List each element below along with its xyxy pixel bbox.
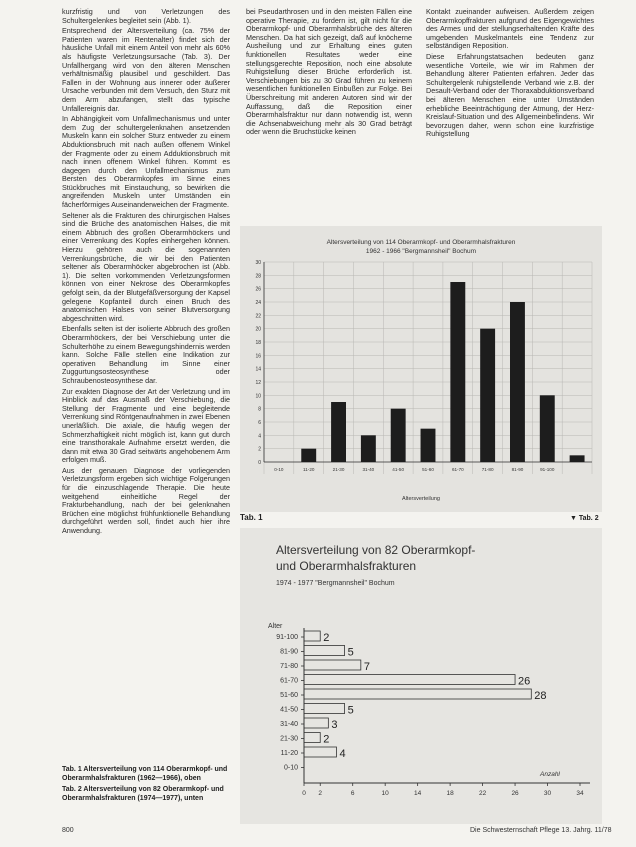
x-tick-label: 18 [446, 790, 454, 797]
paragraph: Aus der genauen Diagnose der vorliegenden Verletzungsform ergeben sich wichtige Folgerungen für die einzuschlagende Therapie. Die heute weitgehend einheitliche Regel der Frakturbehandlung, nach der bei gelenknahen Brüchen eine möglichst frühfunktionelle Behandlung durchgeführt werden soll, findet auch hier ihre Anwendung. [62, 465, 230, 536]
y-tick-label: 16 [255, 353, 261, 360]
paragraph: In Abhängigkeit vom Unfallmechanismus und unter dem Zug der schultergelenknahen ansetzenden Muskeln kann ein solcher Sturz entweder zu einem Abduktionsbruch mit nach außen offenem Winkel der Fragmente oder zu einem Adduktionsbruch mit nach innen offenem Winkel führen. Kommt es dagegen durch den Unfallmechanismus zum Bersten des Oberarmkopfes im Sinne eines Stückbruches mit Einstauchung, so bewirken die angreifenden Muskeln unter Umständen ein fächerförmiges Auseinanderweichen der Fragmente. [62, 114, 230, 210]
chart-1-xlabel: Altersverteilung [402, 496, 440, 502]
bar [421, 429, 436, 462]
y-tick-label: 30 [255, 260, 261, 266]
bar [391, 409, 406, 462]
bar-value-label: 2 [323, 632, 330, 644]
bar [304, 675, 515, 685]
y-tick-label: 41-50 [280, 706, 298, 714]
bar [304, 646, 345, 656]
paragraph: Seltener als die Frakturen des chirurgischen Halses sind die Brüche des anatomischen Halses, die mit einem Abbruch des großen Oberarmhöckers und einer Verrenkung des Kopfes einhergehen können. Hierzu gehören auch die sogenannten Verrenkungsbrüche, die wir bei den Patienten seltener als Oberarmhöcker abgebrochen ist (Abb. 1). Die selten vorkommenden Verletzungsformen können von einer Nekrose des Oberarmkopfes gefolgt sein, da der Blutgefäßversorgung der Kapsel gelegene Kopfanteil durch einen Bruch des anatomischen Halses von seiner Blutversorgung abgeschnitten wird. [62, 210, 230, 323]
text-column-1 [62, 8, 230, 758]
chart-2-ylabel: Alter [268, 623, 283, 630]
bar [304, 733, 320, 743]
bar-value-label: 2 [323, 733, 330, 746]
text-column-3 [426, 8, 594, 204]
bar-value-label: 5 [347, 646, 354, 659]
bar [304, 631, 320, 641]
bar [301, 449, 316, 462]
paragraph: Diese Erfahrungstatsachen bedeuten ganz wesentliche Vorteile, wie wir im Rahmen der Behandlung älterer Patienten erfahren. Jeder das Schultergelenk ruhigstellende Verband wie z.B. der Desault-Verband oder der Thoraxabduktionsverband bei älteren Menschen eine unter Umständen erhebliche Beeinträchtigung der Atmung, der Herz-Kreislauf-Situation und des Allgemeinbefindens. Wir bevorzugen daher, wenn schon eine kurzfristige Ruhigstellung [426, 51, 594, 139]
journal-footer: Die Schwesternschaft Pflege 13. Jahrg. 11/78 [470, 827, 612, 834]
x-tick-label: 31-40 [362, 467, 375, 472]
bar [304, 704, 345, 714]
bar [480, 329, 495, 462]
paragraph: Kontakt zueinander aufweisen. Außerdem zeigen Oberarmkopffrakturen aufgrund des Eigengewichtes des Armes und der stellungserhaltenden Kräfte des umgebenden Muskelmantels eine Tendenz zur selbständigen Reposition. [426, 8, 594, 51]
y-tick-label: 22 [255, 313, 261, 320]
bar [304, 747, 336, 757]
y-tick-label: 18 [255, 340, 261, 346]
x-tick-label: 71-80 [481, 467, 494, 472]
y-tick-label: 24 [255, 300, 261, 306]
x-tick-label: 51-60 [422, 467, 434, 472]
bar [510, 302, 525, 462]
y-tick-label: 2 [258, 446, 261, 453]
y-tick-label: 12 [255, 380, 261, 386]
paragraph: kurzfristig und von Verletzungen des Schultergelenkes begleitet sein (Abb. 1). [62, 8, 230, 25]
caption-tab1: Tab. 1 Altersverteilung von 114 Oberarmkopf- und Oberarmhalsfrakturen (1962—1966), oben [62, 766, 228, 782]
y-tick-label: 20 [255, 326, 261, 333]
x-tick-label: 91-100 [540, 467, 555, 472]
chart-2 [240, 528, 602, 824]
y-tick-label: 11-20 [280, 750, 298, 757]
figure-1 [240, 226, 602, 512]
y-tick-label: 10 [255, 393, 261, 400]
x-tick-label: 11-20 [303, 467, 315, 472]
chart-1-title: Altersverteilung von 114 Oberarmkopf- und Oberarmhalsfrakturen [326, 239, 516, 246]
x-tick-label: 10 [381, 790, 389, 797]
x-tick-label: 30 [543, 790, 552, 797]
bar-value-label: 3 [331, 719, 338, 731]
y-tick-label: 14 [255, 366, 261, 373]
paragraph: Zur exakten Diagnose der Art der Verletzung und im Hinblick auf das Ausmaß der Verschiebung, die Stellung der Fragmente und eine begleitende Verrenkung sind Röntgenaufnahmen in zwei Ebenen unerläßlich. Die axiale, die häufig wegen der Schmerzhaftigkeit nicht möglich ist, kann gut durch eine transthorakale Aufnahme ersetzt werden, die dann mit etwa 30 Grad seitwärts angehobenem Arm erfolgen muß. [62, 386, 230, 465]
y-tick-label: 61-70 [280, 677, 298, 685]
y-tick-label: 81-90 [280, 648, 298, 656]
y-tick-label: 0-10 [283, 764, 298, 772]
bar-value-label: 5 [347, 704, 354, 717]
bar [361, 435, 376, 462]
paragraph: bei Pseudarthrosen und in den meisten Fällen eine operative Therapie, zu fordern ist, gilt nicht für die Oberarmkopf- und Oberarmhalsbrüche des älteren Menschen. Da hat sich gezeigt, daß auf knöcherne Ausheilung und zur Erhaltung eines guten funktionellen Resultates weder eine stellungsgerechte Reposition, noch eine absolute Ruhigstellung dieser Brüche erforderlich ist. Verschiebungen bis zu 30 Grad führen zu keinem wesentlichen funktionellen Einbußen zur Folge. Bei Überschreitung mit anderen Autoren sind wir der Auffassung, daß die Reposition einer Oberarmhalsfraktur nur dann notwendig ist, wenn die Achsenabweichung mehr als 30 Grad beträgt oder wenn die Bruchstücke keinen [246, 8, 412, 137]
bar [304, 660, 361, 670]
chart-2-title-line2: und Oberarmhalsfrakturen [276, 559, 417, 573]
bar [570, 455, 585, 462]
y-tick-label: 31-40 [280, 721, 298, 728]
page-number: 800 [62, 827, 74, 834]
y-tick-label: 8 [258, 406, 261, 413]
bar-value-label: 26 [518, 675, 531, 688]
y-tick-label: 71-80 [280, 663, 298, 670]
chart-2-xlabel: Anzahl [540, 771, 560, 778]
paragraph: Entsprechend der Altersverteilung (ca. 75% der Patienten waren im Rentenalter) findet sich der häusliche Unfall mit einem Anteil von mehr als 60% als häufigste Verletzungsursache (Tab. 3). Der Unfallhergang wird von den älteren Menschen verhältnismäßig plausibel und geschildert. Das Fallen in der Wohnung aus innerer oder äußerer Ursache verbunden mit dem Versuch, den Sturz mit dem Arm abzufangen, stellt das typische Unfallereignis dar. [62, 26, 230, 113]
bar-value-label: 7 [363, 661, 370, 673]
x-tick-label: 81-90 [511, 467, 524, 472]
chart-1-subtitle: 1962 - 1966 "Bergmannsheil" Bochum [365, 248, 477, 255]
y-tick-label: 0 [258, 460, 261, 466]
x-tick-label: 41-50 [392, 467, 405, 472]
y-tick-label: 91-100 [276, 634, 298, 641]
bar [540, 395, 555, 462]
y-tick-label: 4 [258, 433, 261, 440]
y-tick-label: 21-30 [280, 735, 298, 743]
bar-value-label: 4 [339, 748, 346, 760]
caption-tab2: Tab. 2 Altersverteilung von 82 Oberarmkopf- und Oberarmhalsfrakturen (1974—1977), unten [62, 786, 224, 802]
x-tick-label: 0-10 [274, 467, 284, 472]
chart-2-title-line1: Altersverteilung von 82 Oberarmkopf- [276, 543, 476, 557]
y-tick-label: 6 [258, 420, 261, 426]
x-tick-label: 34 [576, 790, 584, 797]
x-tick-label: 0 [302, 790, 306, 797]
bar-value-label: 28 [534, 690, 547, 702]
x-tick-label: 26 [511, 790, 519, 797]
paragraph: Ebenfalls selten ist der isolierte Abbruch des großen Oberarmhöckers, der bei Verschiebung unter die Schulterhöhe zu einem Bewegungshindernis werden kann. Solche Fälle stellen eine Indikation zur operativen Behandlung im Sinne einer Zuggurtungsosteosynthese oder Schraubenosteosynthese dar. [62, 324, 230, 385]
x-tick-label: 61-70 [451, 467, 464, 472]
x-tick-label: 21-30 [332, 467, 345, 472]
x-tick-label: 6 [350, 790, 355, 797]
bar [304, 718, 328, 728]
y-tick-label: 51-60 [280, 692, 298, 699]
x-tick-label: 22 [478, 790, 487, 797]
text-column-2 [246, 8, 412, 204]
x-tick-label: 2 [318, 790, 323, 797]
bar [304, 689, 531, 699]
figure-2 [240, 528, 602, 824]
chart-2-subtitle: 1974 - 1977 "Bergmannsheil" Bochum [276, 580, 395, 587]
y-tick-label: 28 [255, 273, 261, 280]
figure-1-label: Tab. 1 [240, 513, 263, 522]
bar [450, 282, 465, 462]
figure-2-arrow-label: ▼ Tab. 2 [570, 515, 599, 522]
chart-1 [240, 226, 602, 512]
x-tick-label: 14 [414, 790, 422, 797]
bar [331, 402, 346, 462]
y-tick-label: 26 [255, 286, 261, 293]
